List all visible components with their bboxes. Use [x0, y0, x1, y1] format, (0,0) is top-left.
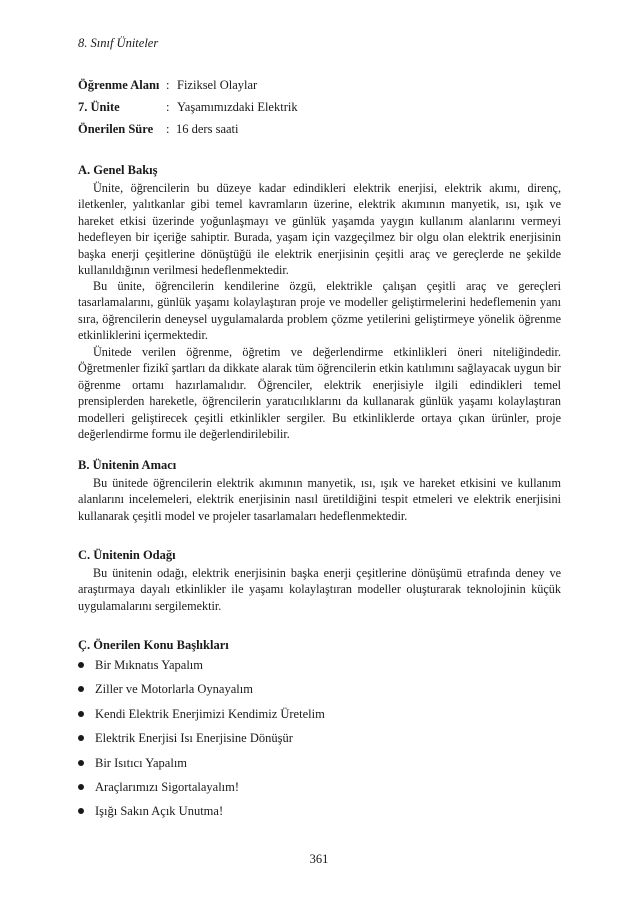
meta-colon: : — [166, 100, 170, 114]
list-item — [78, 681, 568, 705]
list-item — [78, 755, 568, 779]
topic-list — [78, 657, 568, 828]
paragraph: Ünitede verilen öğrenme, öğretim ve değerlendirme etkinlikleri öneri niteliğindedir. Öğretmenler fizikî şartları da dikkate alarak tüm öğrencilerin etkin katılımını sağlayacak uygun bir öğrenme ortamı hazırlamalıdır. Öğrenciler, elektrik enerjisiyle ilgili edindikleri temel prensiplerden hareketle, öğrencilerin yaratıcılıklarını da kullanarak günlük yaşamı kolaylaştıran modelleri geliştirecek çeşitli etkinlikler sergiler. Bu etkinliklerde ortaya çıkan ürünler, proje değerlendirme formu ile değerlendirilebilir. — [78, 345, 561, 442]
bullet-icon — [78, 662, 84, 668]
meta-colon: : — [166, 122, 170, 136]
bullet-icon — [78, 760, 84, 766]
list-item — [78, 706, 568, 730]
section-title-overview: A. Genel Bakış — [78, 163, 158, 177]
section-title-focus: C. Ünitenin Odağı — [78, 548, 176, 562]
paragraph: Bu ünitenin odağı, elektrik enerjisinin başka enerji çeşitlerine dönüşümü etrafında deney ve araştırmaya dayalı etkinlikler ile yaşamı kolaylaştıran modeller oluşturarak teknolojinin küçük uygulamalarını sergilemektir. — [78, 566, 561, 613]
bullet-icon — [78, 735, 84, 741]
meta-value: Yaşamımızdaki Elektrik — [177, 100, 298, 114]
section-title-purpose: B. Ünitenin Amacı — [78, 458, 177, 472]
paragraph: Bu ünitede öğrencilerin elektrik akımının manyetik, ısı, ışık ve hareket etkisini ve kullanım alanlarını incelemeleri, elektrik enerjisinin nasıl üretildiğini tespit etmeleri ve elektrik enerjisini kullanarak çeşitli model ve projeler tasarlamaları hedeflenmektedir. — [78, 476, 561, 523]
topic-label: Bir Isıtıcı Yapalım — [95, 755, 188, 770]
list-item — [78, 730, 568, 754]
topic-label: Kendi Elektrik Enerjimizi Kendimiz Üretelim — [95, 706, 325, 721]
meta-label: Öğrenme Alanı — [78, 78, 160, 92]
meta-label: 7. Ünite — [78, 100, 120, 114]
page-number: 361 — [309, 852, 329, 866]
paragraph: Bu ünite, öğrencilerin kendilerine özgü, elektrikle çalışan çeşitli araç ve gereçleri tasarlamalarını, günlük yaşamı kolaylaştıran proje ve modeller geliştirmelerini hedeflemenin yanı sıra, öğrencilerin deneysel uygulamalarda problem çözme yetilerini geliştirmeye yönelik öğrenme etkinliklerini içermektedir. — [78, 279, 561, 343]
list-item — [78, 803, 568, 827]
section-title-topics: Ç. Önerilen Konu Başlıkları — [78, 638, 229, 652]
paragraph: Ünite, öğrencilerin bu düzeye kadar edindikleri elektrik enerjisi, elektrik akımı, direnç, iletkenler, yalıtkanlar gibi temel kavramların üzerine, elektrik akımının manyetik, ısı, ışık ve hareket etkisi üzerinde yoğunlaşmayı ve günlük yaşamda yaygın kullanım alanlarını vermeyi hedefleyen bir içeriğe sahiptir. Burada, yaşam için vazgeçilmez bir olgu olan elektrik enerjisinin başka enerji çeşitlerine dönüştüğü ile elektrik enerjisinin çeşitli araç ve gereçlerde ne şekilde kullanıldığının verilmesi hedeflenmektedir. — [78, 181, 561, 278]
bullet-icon — [78, 686, 84, 692]
list-item — [78, 657, 568, 681]
bullet-icon — [78, 711, 84, 717]
topic-label: Bir Mıknatıs Yapalım — [95, 658, 203, 672]
topic-label: Araçlarımızı Sigortalayalım! — [95, 779, 240, 794]
meta-label: Önerilen Süre — [78, 122, 154, 136]
meta-value: 16 ders saati — [176, 122, 239, 136]
topic-label: Ziller ve Motorlarla Oynayalım — [95, 682, 253, 697]
bullet-icon — [78, 784, 84, 790]
list-item — [78, 779, 568, 803]
meta-value: Fiziksel Olaylar — [177, 78, 258, 92]
bullet-icon — [78, 808, 84, 814]
running-header: 8. Sınıf Üniteler — [78, 36, 159, 50]
topic-label: Işığı Sakın Açık Unutma! — [95, 804, 224, 819]
topic-label: Elektrik Enerjisi Isı Enerjisine Dönüşür — [95, 731, 293, 746]
meta-colon: : — [166, 78, 170, 92]
